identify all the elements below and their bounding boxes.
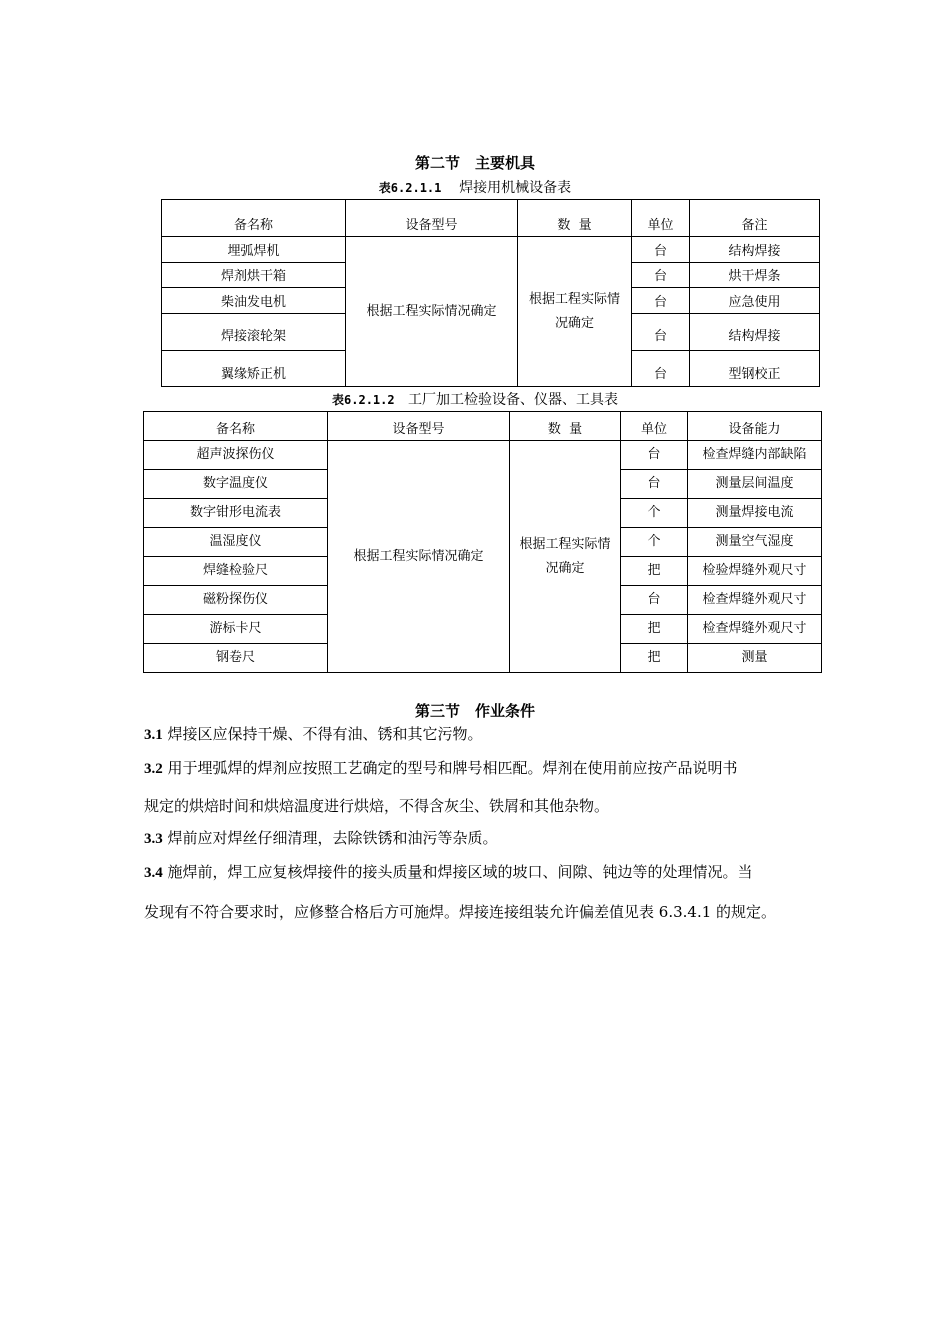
equipment-note: 应急使用 [690,288,820,314]
instrument-ability: 检查焊缝内部缺陷 [688,441,822,470]
table-2-caption-id: 表6.2.1.2 [332,393,395,407]
instrument-unit: 个 [621,499,688,528]
paragraph-3-2-cont [144,796,824,816]
equipment-quantity-text: 根据工程实际情况确定 [528,291,620,331]
paragraph-line: 焊前应对焊丝仔细清理，去除铁锈和油污等杂质。 [167,829,498,847]
equipment-note: 烘干焊条 [690,263,820,288]
equipment-note: 型钢校正 [690,351,820,387]
paragraph-3-2 [144,758,824,779]
table-header-row [144,412,822,441]
header-quantity: 数 量 [518,200,632,237]
table-row [144,441,822,470]
table-2-caption [0,389,950,409]
header-model: 设备型号 [328,412,510,441]
paragraph-3-4 [144,862,824,883]
paragraph-line: 规定的烘焙时间和烘焙温度进行烘焙，不得含灰尘、铁屑和其他杂物。 [144,797,610,815]
instrument-unit: 把 [621,557,688,586]
instrument-quantity [510,441,621,673]
instrument-ability: 测量空气湿度 [688,528,822,557]
equipment-unit: 台 [632,237,690,263]
paragraph-number: 3.2 [144,761,163,777]
section-2-title: 第二节 主要机具 [414,154,535,172]
instrument-name: 数字温度仪 [144,470,328,499]
equipment-name: 焊接滚轮架 [162,314,346,351]
equipment-unit: 台 [632,314,690,351]
instrument-quantity-text: 根据工程实际情况确定 [519,536,611,576]
instrument-unit: 台 [621,470,688,499]
section-3-title: 第三节 作业条件 [414,702,535,720]
instrument-unit: 把 [621,644,688,673]
instrument-name: 磁粉探伤仪 [144,586,328,615]
table-header-row [162,200,820,237]
instrument-ability: 检验焊缝外观尺寸 [688,557,822,586]
instrument-name: 游标卡尺 [144,615,328,644]
equipment-unit: 台 [632,263,690,288]
instrument-unit: 把 [621,615,688,644]
instrument-unit: 台 [621,586,688,615]
paragraph-3-4-cont [144,902,824,922]
paragraph-number: 3.3 [144,831,163,847]
instrument-name: 钢卷尺 [144,644,328,673]
paragraph-line: 焊接区应保持干燥、不得有油、锈和其它污物。 [167,725,483,743]
instrument-name: 数字钳形电流表 [144,499,328,528]
instrument-ability: 测量焊接电流 [688,499,822,528]
header-unit: 单位 [621,412,688,441]
instrument-unit: 台 [621,441,688,470]
header-model: 设备型号 [346,200,518,237]
instrument-name: 超声波探伤仪 [144,441,328,470]
paragraph-line: 发现有不符合要求时，应修整合格后方可施焊。焊接连接组装允许偏差值见表 6.3.4.1 的规定。 [144,903,777,921]
paragraph-number: 3.1 [144,727,163,743]
instrument-model: 根据工程实际情况确定 [328,441,510,673]
instrument-name: 温湿度仪 [144,528,328,557]
equipment-name: 柴油发电机 [162,288,346,314]
header-unit: 单位 [632,200,690,237]
header-ability: 设备能力 [688,412,822,441]
equipment-name: 翼缘矫正机 [162,351,346,387]
table-2-caption-text: 工厂加工检验设备、仪器、工具表 [407,392,618,408]
equipment-model: 根据工程实际情况确定 [346,237,518,387]
equipment-name: 焊剂烘干箱 [162,263,346,288]
instrument-ability: 检查焊缝外观尺寸 [688,615,822,644]
instrument-ability: 测量层间温度 [688,470,822,499]
header-note: 备注 [690,200,820,237]
paragraph-3-1 [144,724,824,745]
instrument-name: 焊缝检验尺 [144,557,328,586]
equipment-unit: 台 [632,351,690,387]
header-name: 备名称 [162,200,346,237]
header-quantity: 数 量 [510,412,621,441]
header-name: 备名称 [144,412,328,441]
inspection-table [143,411,822,673]
table-row [162,237,820,263]
instrument-unit: 个 [621,528,688,557]
instrument-ability: 测量 [688,644,822,673]
equipment-note: 结构焊接 [690,314,820,351]
table-1-caption-text: 焊接用机械设备表 [459,180,572,196]
paragraph-number: 3.4 [144,865,163,881]
table-1-caption [0,177,950,197]
paragraph-3-3 [144,828,824,849]
equipment-note: 结构焊接 [690,237,820,263]
equipment-unit: 台 [632,288,690,314]
paragraph-line: 用于埋弧焊的焊剂应按照工艺确定的型号和牌号相匹配。焊剂在使用前应按产品说明书 [167,759,738,777]
paragraph-line: 施焊前，焊工应复核焊接件的接头质量和焊接区域的坡口、间隙、钝边等的处理情况。当 [167,863,753,881]
equipment-table [161,199,820,387]
instrument-ability: 检查焊缝外观尺寸 [688,586,822,615]
equipment-name: 埋弧焊机 [162,237,346,263]
table-1-caption-id: 表6.2.1.1 [378,181,442,195]
equipment-quantity [518,237,632,387]
